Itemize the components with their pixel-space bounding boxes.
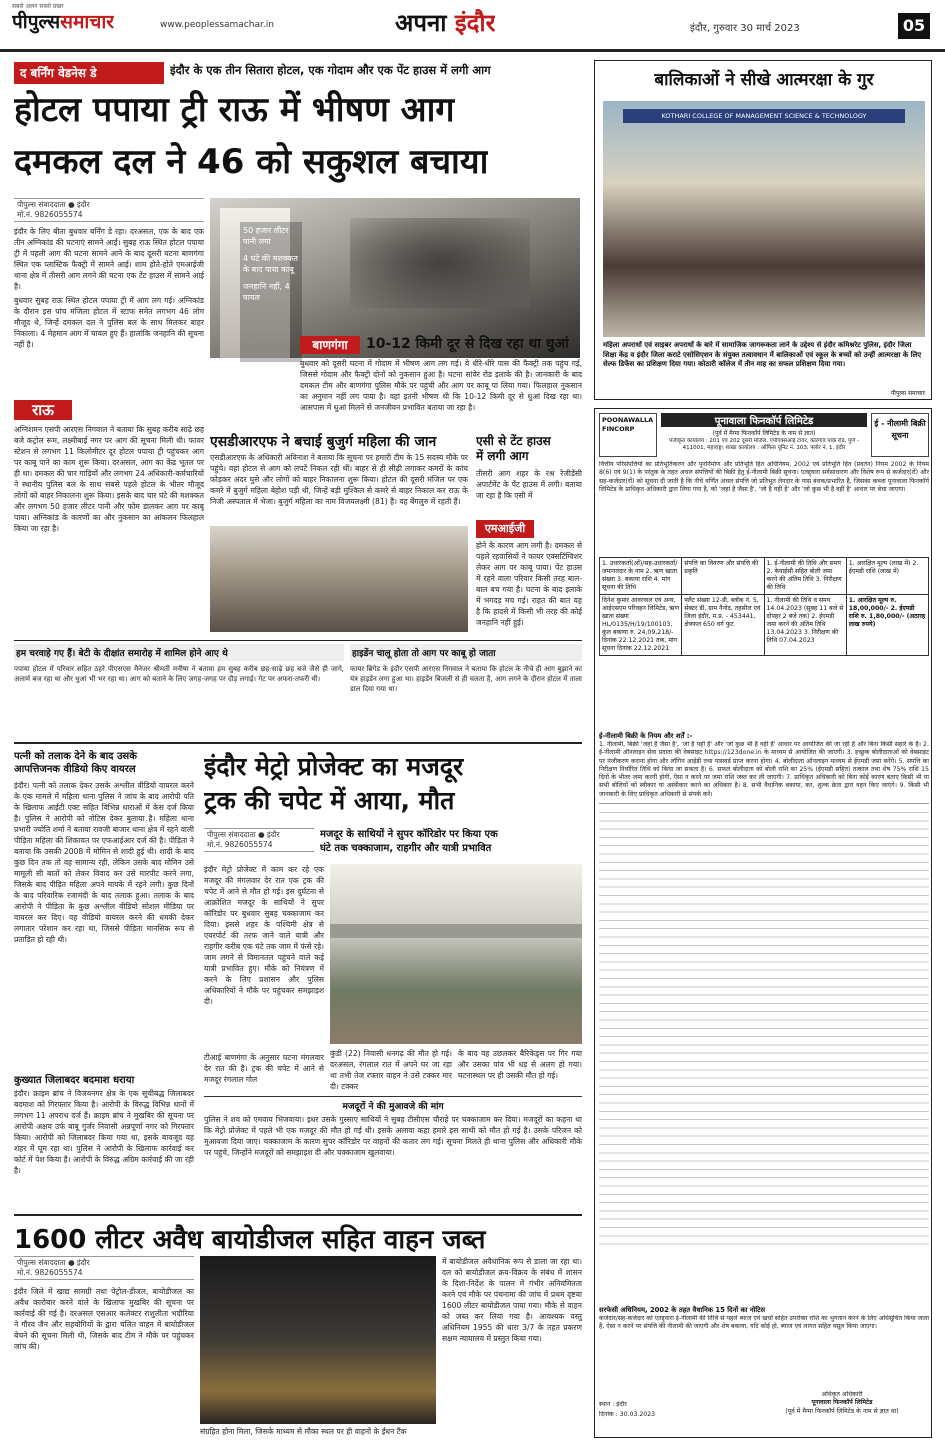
table-header: 1. आरक्षित मूल्य (लाख में) 2. ईएमडी राशि (लाख में) — [846, 558, 928, 595]
fire-story-tag: द बर्निंग वेडनेस डे — [14, 62, 164, 84]
mig-label: एमआईजी — [476, 520, 534, 538]
fire-story-kicker: इंदौर के एक तीन सितारा होटल, एक गोदाम और एक पेंट हाउस में लगी आग — [170, 63, 491, 77]
section-title — [395, 6, 495, 39]
tent-house-headline — [476, 434, 582, 464]
fire-body-1 — [14, 226, 204, 396]
college-banner: KOTHARI COLLEGE OF MANAGEMENT SCIENCE & TECHNOLOGY — [623, 109, 905, 123]
signatory-company: पूनावाला फिनकॉर्प लिमिटेड — [811, 1399, 873, 1407]
terms-body — [599, 741, 929, 1301]
company-subtitle: (पूर्व में मैग्मा फिनकॉर्प लिमिटेड के नाम से ज्ञात) — [712, 430, 816, 437]
website-link[interactable]: www.peoplessamachar.in — [160, 20, 274, 30]
signatory — [755, 1391, 929, 1416]
rau-label: राऊ — [14, 400, 72, 420]
table-cell-price: 1. आरक्षित मूल्य रु. 18,00,000/- 2. ईएमडी राशि रु. 1,80,000/- (अठारह लाख रुपये) — [846, 595, 928, 656]
notice-table — [599, 557, 929, 727]
hotel-guests-photo — [210, 526, 468, 632]
table-cell-borrower: दिनेश कुमार आवरवाल एवं अन्य, आईएसएम परिवहन लिमिटेड, ऋण खाता संख्या HL/0135/H/19/100103, कुल बकाया रु. 24,09,218/- दिनांक 22.12.2021 तक, मांग सूचना दिनांक 22.12.2021 — [600, 595, 682, 656]
terms-heading: ई-नीलामी बिक्री के नियम और शर्तें :- — [599, 732, 693, 740]
table-cell-dates: 1. नीलामी की तिथि व समय 14.04.2023 (सुबह 11 बजे से दोपहर 2 बजे तक) 2. ईएमडी जमा करने की अंतिम तिथि 13.04.2023 3. निरीक्षण की तिथि 07.04.2023 — [764, 595, 846, 656]
self-defence-group-photo — [603, 101, 925, 337]
tent-house-body-2: होने के कारण आग लगी है। दमकल से पहले रहवासियों ने फायर एक्सटिंग्विशर लेकर आग पर काबू पाया। पेंट हाउस में रहने वाला परिवार किसी तरह बाल-बाल बच गया है। घटना के बाद इलाके में भगदड़ मच गई। राहत की बात यह है कि हादसे में किसी भी तरह की कोई जनहानि नहीं हुई। — [476, 541, 582, 627]
metro-jam-photo — [330, 864, 582, 1044]
office-address: पंजीकृत कार्यालय : 201 एवं 202 दूसरी मंजिल, एपीएक्सआई टावर, कोरेगांव पार्क रोड, पुणे - 411001, महाराष्ट्र। शाखा कार्यालय : ऑफिस यूनिट नं. 103, फ्लोर नं. 1, इंदौर — [669, 438, 859, 451]
highlight-3: जनहानि नहीं, 4 घायल — [243, 282, 290, 302]
section-title-part-2: इंदौर — [454, 9, 496, 37]
brief-hydrant — [350, 644, 582, 736]
sdrf-headline: एसडीआरएफ ने बचाई बुजुर्ग महिला की जान — [210, 434, 437, 450]
biodiesel-body-1: इंदौर जिले में खाद्य सामग्री तथा पेट्रोल-डीजल, बायोडीजल का अवैध कारोबार करने वाले के खिलाफ मुखबिर की सूचना पर कार्रवाई की गई है। दरअसल एसआर कलेक्टर राशुलीता भदौरिया ने गौरव जैन और सहयोगियों के द्वारा चलित वाहन में बायोडीजल बेचने की सूचना मिली थी, जिसके बाद टीम ने मौके पर पहुंचकर जांच की। — [14, 1287, 194, 1351]
fine-print-lines — [599, 808, 929, 1248]
section-divider — [14, 742, 582, 744]
section-divider-2 — [14, 1214, 582, 1216]
fire-headline-line-2: दमकल दल ने 46 को सकुशल बचाया — [14, 142, 489, 182]
metro-subheadline-line-2: घंटे तक चक्काजाम, राहगीर और यात्री प्रभावित — [320, 843, 492, 854]
metro-body-2: टीआई बाणगंगा के अनुसार घटना मंगलवार देर रात की है। ट्रक की चपेट में आने से मजदूर रंगलाल गोल — [204, 1053, 324, 1084]
metro-headline-line-2: ट्रक की चपेट में आया, मौत — [204, 786, 455, 815]
criminal-brief-headline: कुख्यात जिलाबदर बदमाश धराया — [14, 1075, 135, 1086]
biodiesel-headline: 1600 लीटर अवैध बायोडीजल सहित वाहन जब्त — [14, 1225, 486, 1255]
notice-date: दिनांक : 30.03.2023 — [599, 1411, 656, 1418]
metro-body-3: कुंडी (22) निवासी धनगढ़ की मौत हो गई। दरअसल, रंगलाल रात में अपने घर जा रहा था तभी तेज रफ्तार वाहन ने उसे टक्कर मार दी। टक्कर — [330, 1049, 452, 1091]
compensation-headline: मजदूरों ने की मुआवजे की मांग — [342, 1102, 444, 1112]
metro-headline-line-1: इंदौर मेट्रो प्रोजेक्ट का मजदूर — [204, 752, 464, 781]
brief-family-headline: हम चरवाहे गए हैं। बेटी के दीक्षांत समारोह में शामिल होने आए थे — [14, 644, 344, 661]
auction-notice — [594, 408, 932, 1438]
company-logo: POONAWALLA FINCORP — [599, 413, 657, 457]
biodiesel-raid-photo — [200, 1256, 436, 1424]
table-cell-property: फ्लैट संख्या 12-डी, ब्लॉक नं. 5, सेक्टर डी, ग्राम नैनोद, तहसील एवं जिला इंदौर, म.प्र. - 453441, क्षेत्रफल 650 वर्ग फुट — [682, 595, 764, 656]
metro-body-1: इंदौर मेट्रो प्रोजेक्ट में काम कर रहे एक मजदूर की मंगलवार देर रात एक ट्रक की चपेट में आने से मौत हो गई। इस दुर्घटना से आक्रोशित मजदूर के साथियों ने सुपर कॉरिडोर पर बुधवार सुबह चक्काजाम कर दिया। इससे शहर के पश्चिमी क्षेत्र से एयरपोर्ट की तरफ जाने वाले यात्री और राहगीर करीब एक घंटे तक जाम में फंसे रहे। जाम लगने से विमानतल पहुंचने वाले कई यात्री प्रभावित हुए। मौके को नियंत्रण में करने के लिए प्रशासन और पुलिस अधिकारियों ने मौके पर पहुंचकर समझाइश दी। — [204, 865, 324, 1006]
brief-family-body: पपाया होटल में परिवार सहित ठहरे पीएसएस मैनेजर श्रीमती मनीषा ने बताया हम सुबह करीब छह-साढ़े छह बजे जैसे ही जागे, अलार्म बज रहा था और धुआं भी भर रहा था। आग को बताने के लिए जगह-जगह पर दौड़ लगाई। गेट पर अफरा-तफरी थी। — [14, 665, 344, 683]
smoke-shape — [350, 218, 530, 308]
newspaper-logo[interactable] — [12, 8, 114, 34]
biodiesel-byline — [14, 1256, 194, 1280]
byline-mobile: मो.नं. 9826055574 — [17, 210, 83, 219]
photo-credit: पीपुल्स समाचार — [890, 390, 925, 397]
tent-house-headline-line-2: में लगी आग — [476, 449, 529, 463]
divorce-brief-body: इंदौर। पत्नी को तलाक देकर उसके अश्लील वीडियो वायरल करने के एक मामले में महिला थाना पुलिस ने जांच के बाद आरोपी पति के खिलाफ आईटी एक्ट सहित विभिन्न धाराओं में केस दर्ज किया है। पुलिस ने आरोपी को नोटिस देकर बुलाया है। महिला थाना प्रभारी ज्योति शर्मा ने बताया रावजी बाजार थाना क्षेत्र में रहने वाली पीड़िता महिला की शिकायत पर एफआईआर दर्ज की है। पीड़िता ने बताया कि उसकी 2008 में मोमिन से शादी हुई थी। शादी के बाद कुछ दिन तक तो वह सामान्य रही, लेकिन उसके बाद मोमिन उसे मामूली सी बातों को लेकर विवाद कर उसे मारपीट करने लगा, जिसके बाद पीड़ित महिला अपने मायके में रहने लगी। कुछ दिनों के बाद परिवारिक रजामंदी के बाद तलाक हुआ। तलाक के बाद आरोपी ने पीड़िता के कुछ अश्लील वीडियो सोशल मीडिया पर वायरल कर दिए। वह वीडियो वायरल करने की धमकी देकर लगातार परेशान कर रहा था, जिससे पीड़िता मानसिक रूप से प्रताड़ित हो रही थी। — [14, 781, 194, 944]
section-title-part-1: अपना — [395, 9, 447, 37]
divorce-headline-line-1: पत्नी को तलाक देने के बाद उसके — [14, 751, 137, 762]
fire-byline — [14, 198, 204, 222]
notice-preamble: वित्तीय परिसंपत्तियों का प्रतिभूतिकरण और पुनर्निर्माण और प्रतिभूति हित अधिनियम, 2002 एवं प्रतिभूति हित (प्रवर्तन) नियम 2002 के नियम 8(6) एवं 9(1) के परंतुक के तहत अचल संपत्तियों की बिक्री हेतु ई-नीलामी बिक्री सूचना। एतद्द्वारा सर्वसाधारण और विशेष रूप से कर्जदार(रों) और सह-कर्जदार(रों) को सूचना दी जाती है कि नीचे वर्णित अचल संपत्ति जो प्रतिभूत लेनदार के पास बंधक/प्रभारित है, जिसका कब्जा पूनावाला फिनकॉर्प लिमिटेड के प्राधिकृत अधिकारी द्वारा लिया गया है, को 'जहां है जैसा है', 'जो है यही है' और 'जो कुछ भी है वहीं है' आधार पर बेचा जाएगा। — [599, 461, 929, 493]
masthead — [0, 0, 945, 52]
tent-house-headline-line-1: एसी से टेंट हाउस — [476, 434, 551, 448]
fire-paragraph-1: इंदौर के लिए बीता बुधवार बर्निंग डे रहा। दरअसल, एक के बाद एक तीन अग्निकांड की घटनाएं सामने आईं। सुबह राऊ स्थित होटल पपाया ट्री में पहली आग की घटना सामने आने के बाद दूसरी घटना बाणगंगा स्थित एक प्लास्टिक फैक्ट्री में सामने आई। शाम होते-होते एमआईजी थाना क्षेत्र में तीसरी आग लगने की घटना एक टेंट हाउस में सामने आई है। — [14, 227, 204, 291]
highlight-2: 4 घंटे की मशक्कत के बाद पाया काबू — [243, 254, 298, 274]
terms-body-text: 1. नीलामी, बिक्री 'जहां है जैसा है', 'जो है यही है' और 'जो कुछ भी है वहीं है' आधार पर आयोजित की जा रही है और बिना किसी सहारे के है। 2. ई-नीलामी ऑनलाइन सेवा प्रदाता की वेबसाइट https://123done.in के माध्यम से आयोजित की जाएगी। 3. इच्छुक बोलीदाताओं को वेबसाइट पर पंजीकरण कराना होगा और लॉगिन आईडी तथा पासवर्ड प्राप्त करना होगा। 4. बोलीदाता ऑनलाइन माध्यम से ईएमडी जमा करेंगे। 5. संपत्ति का निरीक्षण निर्धारित तिथि को किया जा सकता है। 6. सफल बोलीदाता को बोली राशि का 25% (ईएमडी सहित) तत्काल तथा शेष 75% राशि 15 दिनों के भीतर जमा करनी होगी, ऐसा न करने पर जमा राशि जब्त कर ली जाएगी। 7. प्राधिकृत अधिकारी को बिना कोई कारण बताए किसी भी या सभी बोलियों को स्वीकार या अस्वीकार करने का अधिकार है। 8. सभी वैधानिक बकाया, कर, शुल्क क्रेता द्वारा वहन किए जाएंगे। 9. किसी भी जानकारी के लिए प्राधिकृत अधिकारी से संपर्क करें। — [599, 741, 929, 798]
metro-subheadline-line-1: मजदूर के साथियों ने सुपर कॉरिडोर पर किया एक — [320, 829, 498, 840]
banganga-headline: 10-12 किमी दूर से दिख रहा था धुआं — [366, 336, 569, 352]
logo-part-1: पीपुल्स — [12, 11, 61, 33]
metro-byline — [204, 828, 314, 852]
byline-text: पीपुल्स संवाददाता ● इंदौर — [17, 200, 90, 209]
e-auction-tag: ई - नीलामी बिक्री सूचना — [871, 413, 929, 457]
metro-headline — [204, 750, 582, 818]
table-header: 1. उधारकर्ता(ओं)/सह-उधारकर्ता/ जमानतदार के नाम 2. ऋण खाता संख्या 3. बकाया राशि 4. मांग सूचना की तिथि — [600, 558, 682, 595]
biodiesel-byline-mobile: मो.नं. 9826055574 — [17, 1268, 83, 1277]
brief-hydrant-body: फायर ब्रिगेड के इंदौर एसपी आरएस निगवाल ने बताया कि होटल के नीचे ही आग बुझाने का यंत्र हाइडेंन लगा हुआ था। हाइडेंन बिजली से ही चलता है, आग लगने के दौरान होटल में ताला डाल दिया गया था। — [350, 665, 582, 693]
banganga-body: बुधवार को दूसरी घटना में गोदाम में भीषण आग लग गई। ये धीरे-धीरे पास की फैक्ट्री तक पहुंच गई, जिससे गोदाम और फैक्ट्री दोनों को नुकसान हुआ है। घटना सांवेर रोड इलाके की है। जानकारी के बाद दमकल टीम और बाणगंगा पुलिस मौके पर पहुंची और आग पर काबू पा लिया गया। फिलहाल नुकसान का अनुमान नहीं लग पाया है। वहां इतनी भीषण थी कि 10-12 किमी दूर से धुआं दिख रहा था। आसपास में धुआं मिलने से जनजीवन प्रभावित बताया जा रहा है। — [300, 359, 582, 412]
divorce-headline-line-2: आपत्तिजनक वीडियो किए वायरल — [14, 764, 136, 775]
statutory-notice-heading: सरफेसी अधिनियम, 2002 के तहत वैधानिक 15 दिनों का नोटिस — [599, 1306, 766, 1314]
divorce-brief-headline — [14, 750, 194, 776]
logo-tagline: सबसे अलग सबसे प्रखर — [12, 3, 64, 10]
fire-highlights — [240, 222, 302, 362]
company-name: पूनावाला फिनकॉर्प लिमिटेड — [661, 413, 867, 427]
biodiesel-byline-text: पीपुल्स संवाददाता ● इंदौर — [17, 1258, 90, 1267]
fire-paragraph-2: बुधवार सुबह राऊ स्थित होटल पपाया ट्री में आग लग गई। अग्निकांड के दौरान इस पांच मंजिला होटल में स्टाफ समेत लगभग 46 लोग मौजूद थे, जिन्हें दमकल दल ने पुलिस बल के साथ मिलकर बाहर निकाला। 4 मेहमान आग में घायल हुए हैं। हालांकि जनहानि की सूचना नहीं है। — [14, 296, 204, 349]
terms-body-repeat — [599, 803, 929, 804]
biodiesel-body-2: में बायोडीजल अवैधानिक रूप से डाला जा रहा था। दल को बायोडीजल क्रय-विक्रय के संबंध में शासन के दिशा-निर्देश के पालन में गंभीर अनियमितता करने एवं मौके पर पंचनामा की जांच में प्रथम दृष्टया 1600 लीटर बायोडीजल पाया गया। मौके से वाहन को जब्त कर लिया गया है। आवश्यक वस्तु अधिनियम 1955 की धारा 3/7 के तहत प्रकरण सक्षम न्यायालय में प्रस्तुत किया गया। — [442, 1257, 582, 1343]
property-table — [599, 557, 929, 656]
fire-body-3: अग्निशमन एसपी आरएस निगवाल ने बताया कि सुबह करीब साढ़े छह बजे कंट्रोल रूम, लक्ष्मीबाई नगर पर आग की सूचना मिली थी। फायर स्टेशन से लगभग 11 किलोमीटर दूर होटल पपाया ट्री पहुंचकर आग पर काबू पाने का काम शुरू किया। दरअसल, आग का केंद्र भूतल पर ही था। दमकल की चार गाड़ियों और लगभग 24 अधिकारी-कर्मचारियों ने स्थानीय पुलिस बल के साथ सबसे पहले होटल के भीतर मौजूद लोगों को बाहर निकालना शुरू किया। इसके बाद चार घंटे की मशक्कत और लगभग 50 हजार लीटर पानी और फोम डालकर आग पर काबू पाया। अग्निकांड के कारणों का और नुकसान का आंकलन फिलहाल किया जा रहा है। — [14, 425, 204, 533]
sdrf-body: एसडीआरएफ के अधिकारी अविनाश ने बताया कि सूचना पर हमारी टीम के 15 सदस्य मौके पर पहुंचे। वहां होटल से आग को लपटें निकल रही थीं। बाहर से ही सीढ़ी लगाकर कमरों के कांच फोड़कर अंदर घुसे और लोगों को बाहर निकालना शुरू किया। होटल की दूसरी मंजिल पर एक कमरे में बुजुर्ग महिला बेहोश पड़ी थी, जिन्हें बड़ी मुश्किल से कमरे से बाहर निकाल कर राऊ के निजी अस्पताल में भेजा। बुजुर्ग महिला का नाम विजयलक्ष्मी (81) है। वह बेंगलुरु में रहती हैं। — [210, 453, 468, 506]
brief-family — [14, 644, 344, 736]
fire-headline-line-1: होटल पपाया ट्री राऊ में भीषण आग — [14, 90, 455, 130]
metro-byline-text: पीपुल्स संवाददाता ● इंदौर — [207, 830, 280, 839]
tent-house-body-1: तीसरी आग शहर के रश्र रेजीडेंसी अपार्टमेंट के पेंट हाउस में लगी। बताया जा रहा है कि एसी में — [476, 469, 582, 500]
table-header: संपत्ति का विवरण और संपत्ति की प्रकृति — [682, 558, 764, 595]
terms-divider — [599, 803, 929, 804]
table-row — [600, 595, 929, 656]
signatory-title: अधिकृत अधिकारी — [821, 1391, 863, 1398]
metro-viaduct-shape — [330, 924, 582, 938]
divider-line — [14, 640, 582, 641]
highlight-1: 50 हजार लीटर पानी लगा — [243, 226, 289, 246]
signatory-former-name: (पूर्व में मैग्मा फिनकॉर्प लिमिटेड के नाम से ज्ञात था) — [785, 1407, 899, 1415]
self-defence-headline: बालिकाओं ने सीखे आत्मरक्षा के गुर — [654, 70, 874, 90]
self-defence-caption: महिला अपराधों एवं साइबर अपराधों के बारे में सामाजिक जागरूकता लाने के उद्देश्य से इंदौर कमिश्नरेट पुलिस, इंदौर जिला शिक्षा केंद्र व इंदौर जिला कराटे एसोसिएशन के संयुक्त तत्वावधान में बालिकाओं एवं स्कूल के बच्चों को उन्हीं आत्मरक्षा के लिए सेल्फ डिफेंस का प्रशिक्षण दिया गया। कोठारी कॉलेज में तीन माह का सफल प्रशिक्षण दिया गया। — [603, 341, 922, 368]
metro-body-4: के बाद वह उछलकर बैरिकेड्स पर गिर गया और उसका पांव भी धड़ से अलग हो गया। घटनास्थल पर ही उसकी मौत हो गई। — [458, 1049, 582, 1080]
compensation-box — [204, 1096, 582, 1212]
metro-subheadline — [320, 828, 582, 856]
criminal-brief-body: इंदौर। क्राइम ब्रांच ने विजयनगर क्षेत्र के एक सूचीबद्ध जिलाबदर बदमाश को गिरफ्तार किया है। आरोपी के विरुद्ध विभिन्न थानों में लगभग 11 अपराध दर्ज हैं। क्राइम ब्रांच ने मुखबिर की सूचना पर आरोपी अक्षय उर्फ बाबू गुर्जर निवासी अन्नपूर्णा नगर को गिरफ्तार किया। आरोपी को जिलाबदर किया गया था, इसके बावजूद वह शहर में घूम रहा था। पुलिस ने आरोपी के खिलाफ कार्रवाई कर कोर्ट में पेश किया है। आरोपी के विरुद्ध अग्रिम कार्रवाई की जा रही है। — [14, 1089, 194, 1175]
compensation-body: पुलिस ने शव को एमवाय भिजवाया। इधर उसके गुस्साए साथियों ने सुबह टीसीएस चौराहे पर चक्काजाम कर दिया। मजदूरों का कहना था कि मेट्रो प्रोजेक्ट में पहले भी एक मजदूर की मौत हो गई थी। इसके अलावा कहा हमारे इस साथी को मौत हो गई है। उसके परिजन को मुआवजा दिया जाए। चक्काजाम के कारण सुपर कॉरिडोर पर वाहनों की कतार लग गई। सूचना मिलते ही थाना पुलिस और अधिकारी मौके पर पहुंचे, जिन्होंने मजदूरों को समझाइश दी और चक्काजाम खुलवाया। — [204, 1115, 582, 1157]
page-number: 05 — [898, 13, 930, 39]
banganga-label: बाणगंगा — [300, 336, 360, 354]
notice-place: स्थान : इंदौर — [599, 1401, 627, 1408]
biodiesel-caption: संग्रहित होना मिला, जिसके माध्यम से मौका स्थल पर ही वाहनों के ईंधन टैंक — [200, 1427, 407, 1436]
brief-hydrant-headline: हाइडेंन चालू होता तो आग पर काबू हो जाता — [350, 644, 582, 661]
self-defence-story — [594, 60, 932, 400]
statutory-notice-body: कर्जदार/सह-कर्जदार को एतद्द्वारा ई-नीलामी की तिथि से पहले ब्याज एवं खर्चों सहित उपरोक्त राशि का भुगतान करने के लिए अधिसूचित किया जाता है, ऐसा न करने पर संपत्ति की नीलामी की जाएगी और शेष बकाया, यदि कोई हो, ब्याज एवं लागत सहित वसूल किया जाएगा। — [599, 1315, 929, 1331]
metro-byline-mobile: मो.नं. 9826055574 — [207, 840, 273, 849]
dateline: इंदौर, गुरुवार 30 मार्च 2023 — [690, 23, 800, 34]
table-header-row — [600, 558, 929, 595]
table-header: 1. ई-नीलामी की तिथि और समय 2. केवाईसी सहित बोली जमा करने की अंतिम तिथि 3. निरीक्षण की तिथि — [764, 558, 846, 595]
logo-part-2: समाचार — [60, 11, 115, 33]
